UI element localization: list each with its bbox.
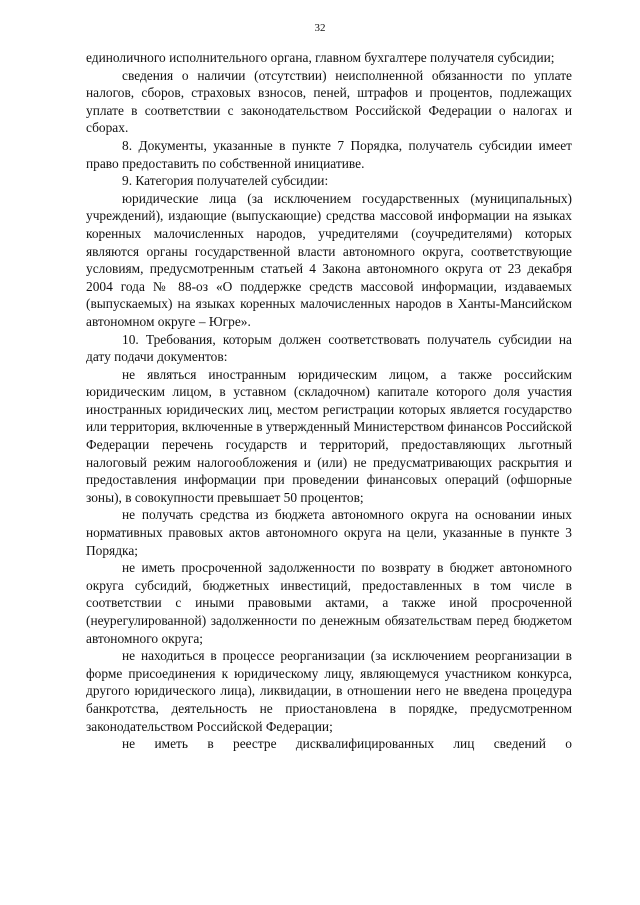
- paragraph-4: 9. Категория получателей субсидии:: [122, 173, 329, 189]
- paragraph-6: 10. Требования, которым должен соответствовать получатель субсидии на дату подачи документов:: [86, 331, 572, 365]
- paragraph-10: не находиться в процессе реорганизации (за исключением реорганизации в форме присоединения к юридическому лицу, являющемуся участником конкурса, другого юридического лица), ликвидации, в отношении него не введена процедура банкротства, деятельность не приостановлена в порядке, предусмотренном законодательством Российской Федерации;: [86, 648, 572, 734]
- paragraph-1: единоличного исполнительного органа, главном бухгалтере получателя субсидии;: [86, 50, 555, 65]
- paragraph-9: не иметь просроченной задолженности по возврату в бюджет автономного округа субсидий, бюджетных инвестиций, предоставленных в том числе в соответствии с иными правовыми актами, а также иной просроченной (неурегулированной) задолженности по денежным обязательствам перед бюджетом автономного округа;: [86, 560, 572, 646]
- paragraph-3: 8. Документы, указанные в пункте 7 Порядка, получатель субсидии имеет право предоставить по собственной инициативе.: [86, 137, 572, 171]
- paragraph-7: не являться иностранным юридическим лицом, а также российским юридическим лицом, в уставном (складочном) капитале которого доля участия иностранных юридических лиц, местом регистрации которых является государство или территория, включенные в утвержденный Министерством финансов Российской Федерации перечень государств и территорий, предоставляющих льготный налоговый режим налогообложения и (или) не предусматривающих раскрытия и предоставления информации при проведении финансовых операций (офшорные зоны), в совокупности превышает 50 процентов;: [86, 366, 572, 505]
- page-number: 32: [314, 22, 326, 34]
- paragraph-5: юридические лица (за исключением государственных (муниципальных) учреждений), издающие (выпускающие) средства массовой информации на языках коренных малочисленных народов, учредителями (соучредителями) которых являются органы государственной власти автономного округа, соответствующие условиям, предусмотренным статьей 4 Закона автономного округа от 23 декабря 2004 года № 88-оз «О поддержке средств массовой информации, издаваемых (выпускаемых) на языках коренных малочисленных народов в Ханты-Мансийском автономном округе – Югре».: [86, 190, 572, 329]
- document-body: [86, 49, 572, 753]
- paragraph-11: не иметь в реестре дисквалифицированных лиц сведений о: [122, 736, 572, 752]
- paragraph-2: сведения о наличии (отсутствии) неисполненной обязанности по уплате налогов, сборов, страховых взносов, пеней, штрафов и процентов, подлежащих уплате в соответствии с законодательством Российской Федерации о налогах и сборах.: [86, 67, 572, 136]
- paragraph-8: не получать средства из бюджета автономного округа на основании иных нормативных правовых актов автономного округа на цели, указанные в пункте 3 Порядка;: [86, 507, 572, 558]
